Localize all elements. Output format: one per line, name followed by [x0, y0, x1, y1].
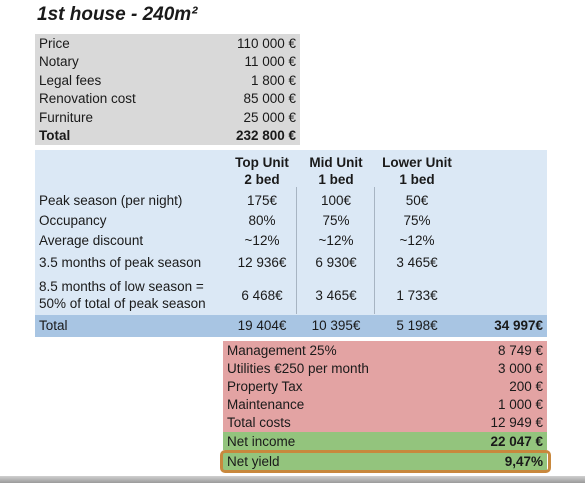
- expense-value: 200 €: [509, 378, 543, 394]
- income-value: 3 465€: [315, 288, 357, 303]
- income-row-label-line1: 8.5 months of low season =: [39, 279, 204, 294]
- bottom-edge-shadow: [0, 476, 585, 483]
- acquisition-costs-table: [35, 34, 300, 145]
- expense-row-management: [223, 341, 547, 359]
- expense-label: Management 25%: [227, 342, 337, 358]
- header-lower-unit: Lower Unit: [382, 155, 452, 170]
- header-mid-unit-beds: 1 bed: [318, 172, 354, 187]
- cost-label: Notary: [39, 54, 79, 70]
- expense-label: Property Tax: [227, 378, 303, 394]
- cost-row-total: [35, 127, 300, 146]
- cost-row-legal-fees: [35, 71, 300, 90]
- income-row-label: 3.5 months of peak season: [39, 255, 202, 270]
- expense-label: Maintenance: [227, 396, 305, 412]
- expense-value: 12 949 €: [490, 414, 543, 430]
- income-value: ~12%: [318, 233, 354, 248]
- net-income-label: Net income: [227, 433, 296, 449]
- income-row-label: Peak season (per night): [39, 193, 183, 208]
- header-mid-unit: Mid Unit: [309, 155, 363, 170]
- income-value: 6 930€: [315, 255, 357, 270]
- expense-value: 8 749 €: [497, 342, 543, 358]
- net-yield-highlight-box: [220, 450, 551, 473]
- income-value: 6 468€: [241, 288, 283, 303]
- cost-value: 85 000 €: [243, 91, 296, 107]
- expense-label: Utilities €250 per month: [227, 360, 369, 376]
- header-top-unit-beds: 2 bed: [244, 172, 280, 187]
- page-title: 1st house - 240m²: [37, 4, 198, 25]
- income-value: 3 465€: [396, 255, 438, 270]
- cost-value: 1 800 €: [250, 72, 296, 88]
- income-row-label-line2: 50% of total of peak season: [39, 296, 206, 311]
- income-value: 100€: [320, 193, 352, 208]
- cost-label: Legal fees: [39, 72, 102, 88]
- cost-value: 11 000 €: [244, 54, 296, 70]
- income-total-value: 19 404€: [237, 318, 287, 333]
- expenses-table: [223, 341, 547, 432]
- header-top-unit: Top Unit: [235, 155, 289, 170]
- net-income-row: [223, 432, 547, 450]
- cost-value: 232 800 €: [235, 128, 296, 144]
- income-total-label: Total: [39, 318, 68, 333]
- expense-row-property-tax: [223, 377, 547, 395]
- cost-row-price: [35, 34, 300, 53]
- cost-row-furniture: [35, 108, 300, 127]
- cost-label: Total: [39, 128, 71, 144]
- income-value: ~12%: [244, 233, 280, 248]
- expense-label: Total costs: [227, 414, 291, 430]
- income-total-value: 5 198€: [396, 318, 438, 333]
- header-lower-unit-beds: 1 bed: [399, 172, 435, 187]
- cost-label: Price: [39, 35, 70, 51]
- income-value: 80%: [248, 213, 276, 228]
- income-value: 75%: [322, 213, 350, 228]
- net-yield-label: Net yield: [227, 454, 280, 469]
- expense-row-maintenance: [223, 395, 547, 413]
- income-value: 50€: [405, 193, 429, 208]
- expense-value: 1 000 €: [497, 396, 543, 412]
- expense-value: 3 000 €: [497, 360, 543, 376]
- income-grand-total: 34 997€: [494, 318, 543, 333]
- cost-label: Furniture: [39, 109, 94, 125]
- net-income-value: 22 047 €: [490, 433, 543, 449]
- income-value: 1 733€: [396, 288, 438, 303]
- expense-row-total-costs: [223, 413, 547, 431]
- income-value: ~12%: [399, 233, 435, 248]
- cost-row-renovation: [35, 90, 300, 109]
- net-yield-value: 9,47%: [504, 454, 543, 469]
- cost-value: 25 000 €: [243, 109, 296, 125]
- income-value: 175€: [246, 193, 278, 208]
- cost-label: Renovation cost: [39, 91, 136, 107]
- income-total-value: 10 395€: [311, 318, 361, 333]
- income-row-label: Average discount: [39, 233, 144, 248]
- income-row-label: Occupancy: [39, 213, 107, 228]
- cost-row-notary: [35, 53, 300, 72]
- expense-row-utilities: [223, 359, 547, 377]
- cost-value: 110 000 €: [236, 35, 296, 51]
- income-value: 75%: [403, 213, 431, 228]
- income-value: 12 936€: [237, 255, 287, 270]
